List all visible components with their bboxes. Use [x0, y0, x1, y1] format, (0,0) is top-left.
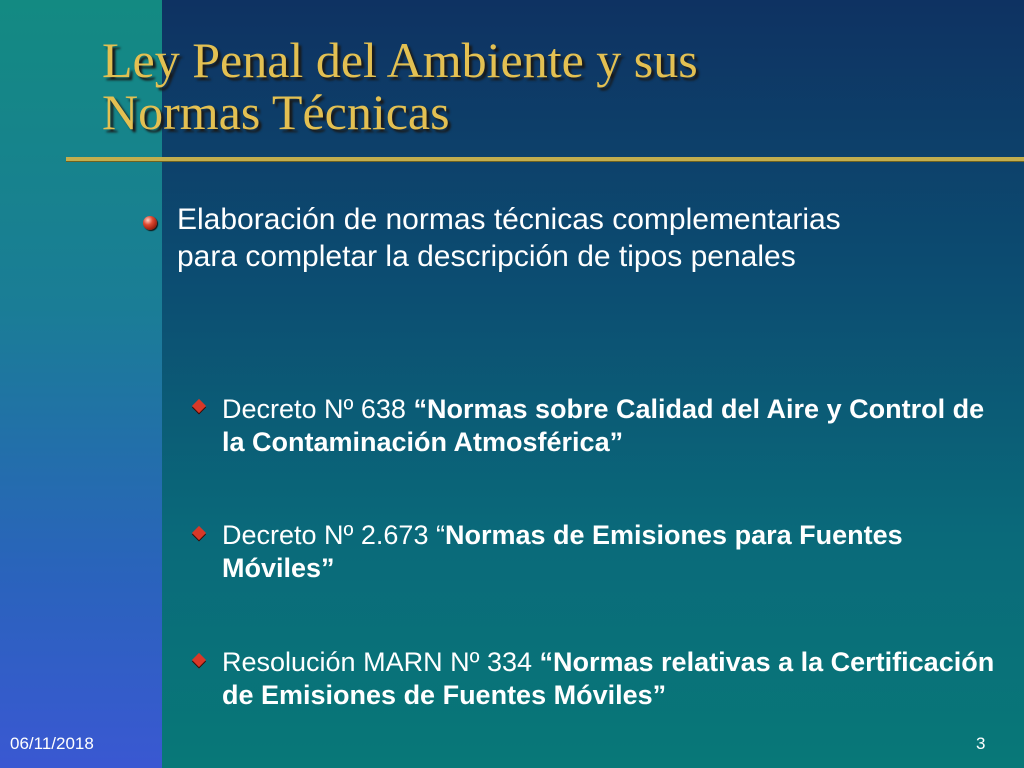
main-bullet-text: Elaboración de normas técnicas complementarias para completar la descripción de tipos penales	[177, 203, 841, 273]
page-number: 3	[976, 734, 986, 753]
slide-title	[102, 34, 982, 138]
sub-bullet-2-prefix: Decreto Nº 2.673 “	[222, 520, 445, 550]
red-diamond-bullet-icon	[192, 399, 206, 413]
sub-bullet-3-bold: “Normas relativas a la Certificación de Emisiones de Fuentes Móviles”	[222, 647, 995, 710]
sub-bullet-text-3	[222, 646, 1002, 712]
title-line-1: Ley Penal del Ambiente y sus	[102, 32, 698, 88]
sub-bullet-1-bold: “Normas sobre Calidad del Aire y Control de la Contaminación Atmosférica”	[222, 394, 985, 457]
sub-bullet-3-prefix: Resolución MARN Nº 334	[222, 647, 540, 677]
red-diamond-bullet-icon	[192, 653, 206, 667]
footer-date: 06/11/2018	[10, 734, 94, 753]
title-underline-rule	[66, 157, 1024, 161]
red-diamond-bullet-icon	[192, 526, 206, 540]
sub-bullet-2-bold: Normas de Emisiones para Fuentes Móviles”	[222, 520, 903, 583]
sub-bullet-1-prefix: Decreto Nº 638	[222, 394, 414, 424]
red-sphere-bullet-icon	[143, 216, 157, 230]
sub-bullet-text-1	[222, 393, 1002, 459]
title-line-2: Normas Técnicas	[102, 84, 450, 140]
sub-bullet-text-2	[222, 519, 962, 585]
